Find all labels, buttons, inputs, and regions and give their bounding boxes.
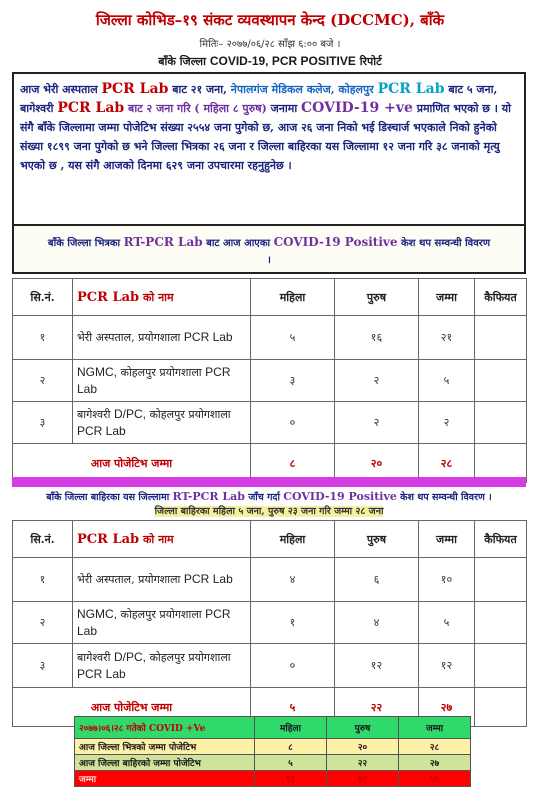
section2-heading-text: बाँके जिल्ला बाहिरका यस जिल्लामा bbox=[46, 492, 170, 503]
para-text: बाट २ जना गरि ( महिला ८ पुरुष) bbox=[128, 102, 267, 115]
col-sn: सि.नं. bbox=[13, 279, 73, 316]
lab-name-np: बागेश्वरी bbox=[77, 650, 111, 664]
total-remarks bbox=[475, 688, 527, 727]
row-male: ६ bbox=[335, 558, 419, 602]
col-total: जम्मा bbox=[419, 521, 475, 558]
total-male: २० bbox=[335, 444, 419, 483]
row-total: १२ bbox=[419, 644, 475, 688]
lab-name-en: PCR Lab bbox=[77, 606, 231, 638]
col-lab-name bbox=[73, 521, 251, 558]
row-lab-name bbox=[73, 402, 251, 444]
summary-header-row bbox=[75, 717, 471, 739]
section1-heading-text: बाट आज आएका bbox=[206, 238, 271, 249]
row-remarks bbox=[475, 644, 527, 688]
row-sn: ३ bbox=[13, 402, 73, 444]
row-sn: १ bbox=[13, 316, 73, 360]
section2-heading-lab: RT-PCR Lab bbox=[172, 490, 245, 503]
lab-table-outside bbox=[12, 520, 527, 727]
para-covid: COVID-19 +ve bbox=[301, 100, 413, 116]
col-male: पुरुष bbox=[335, 521, 419, 558]
col-lab-name bbox=[73, 279, 251, 316]
summary-row-total: ५५ bbox=[399, 771, 471, 787]
row-lab-name bbox=[73, 558, 251, 602]
table-row bbox=[13, 558, 527, 602]
section-divider bbox=[12, 477, 526, 487]
row-lab-name bbox=[73, 360, 251, 402]
para-text: नेपालगंज मेडिकल कलेज, कोहलपुर bbox=[230, 83, 374, 96]
row-lab-name bbox=[73, 316, 251, 360]
row-female: ५ bbox=[251, 316, 335, 360]
row-male: २ bbox=[335, 360, 419, 402]
row-female: ० bbox=[251, 402, 335, 444]
summary-table bbox=[74, 716, 471, 787]
col-female: महिला bbox=[251, 279, 335, 316]
table-row bbox=[13, 602, 527, 644]
summary-row-female: ५ bbox=[255, 755, 327, 771]
summary-total-row bbox=[75, 771, 471, 787]
row-sn: १ bbox=[13, 558, 73, 602]
lab-name-np: कोहलपुर प्रयोगशाला bbox=[149, 650, 231, 664]
summary-row-label: जम्मा bbox=[75, 771, 255, 787]
total-total: २८ bbox=[419, 444, 475, 483]
col-remarks: कैफियत bbox=[475, 279, 527, 316]
summary-row-total: २८ bbox=[399, 739, 471, 755]
summary-row-label: आज जिल्ला भित्रको जम्मा पोजेटिभ bbox=[75, 739, 255, 755]
lab-name-en: D/PC, bbox=[113, 406, 146, 421]
row-total: ५ bbox=[419, 602, 475, 644]
summary-header-label: २०७७।०६।२८ गतेको COVID +Ve bbox=[75, 717, 255, 739]
section1-heading-text: बाँके जिल्ला भित्रका bbox=[47, 238, 121, 249]
total-label: आज पोजेटिभ जम्मा bbox=[13, 444, 251, 483]
table-header-row bbox=[13, 279, 527, 316]
row-sn: ३ bbox=[13, 644, 73, 688]
lab-name-np: कोहलपुर प्रयोगशाला bbox=[149, 407, 231, 421]
para-text: प्रमाणित भएको छ । यो संगै बाँके जिल्लामा जम्मा पोजेटिभ संख्या २५५४ जना पुगेको छ, आज २६ जना निको भई डिस्चार्ज भएकाले निको हुनेको संख्या १८९९ जना पुगेको छ भने जिल्ला भित्रका २६ जना र जिल्ला बाहिरका यस जिल्लामा १२ जना गरि ३८ जनाको मृत्यु भएको छ , यस संगै आजको दिनमा ६२९ जना उपचारमा रहनुहुनेछ । bbox=[20, 102, 512, 172]
para-text: जनामा bbox=[270, 102, 298, 115]
lab-name-en: Lab bbox=[212, 572, 233, 586]
section2-heading bbox=[12, 490, 526, 520]
summary-row bbox=[75, 755, 471, 771]
para-lab: PCR Lab bbox=[101, 81, 169, 97]
para-text: आज भेरी अस्पताल bbox=[20, 83, 98, 96]
section1-heading-covid: COVID-19 Positive bbox=[273, 235, 398, 249]
section1-heading bbox=[12, 226, 526, 274]
lab-name-en: PCR Lab bbox=[77, 666, 126, 681]
total-label: आज पोजेटिभ जम्मा bbox=[13, 688, 251, 727]
report-date: मितिः– २०७७/०६/२८ साँझ ६:०० बजे । bbox=[199, 39, 341, 50]
row-male: २ bbox=[335, 402, 419, 444]
row-male: १२ bbox=[335, 644, 419, 688]
subtitle-main: COVID-19, PCR POSITIVE bbox=[209, 54, 356, 68]
row-female: ० bbox=[251, 644, 335, 688]
table-header-row bbox=[13, 521, 527, 558]
row-sn: २ bbox=[13, 360, 73, 402]
summary-row-female: १३ bbox=[255, 771, 327, 787]
total-total: २७ bbox=[419, 688, 475, 727]
row-female: १ bbox=[251, 602, 335, 644]
subtitle-prefix: बाँके जिल्ला bbox=[158, 55, 206, 68]
section1-heading-text: केश थप सम्वन्धी विवरण bbox=[401, 238, 491, 249]
col-total: जम्मा bbox=[419, 279, 475, 316]
lab-name-np: बागेश्वरी bbox=[77, 407, 111, 421]
section1-heading-lab: RT-PCR Lab bbox=[123, 235, 203, 249]
lab-name-en: D/PC, bbox=[113, 649, 146, 664]
row-remarks bbox=[475, 360, 527, 402]
col-remarks: कैफियत bbox=[475, 521, 527, 558]
col-sn: सि.नं. bbox=[13, 521, 73, 558]
summary-row-male: २० bbox=[327, 739, 399, 755]
section2-heading-covid: COVID-19 Positive bbox=[283, 490, 397, 503]
row-total: २१ bbox=[419, 316, 475, 360]
col-lab: PCR Lab bbox=[77, 531, 140, 547]
para-lab: PCR Lab bbox=[377, 81, 445, 97]
row-remarks bbox=[475, 402, 527, 444]
col-female: महिला bbox=[251, 521, 335, 558]
lab-name-np: कोहलपुर प्रयोगशाला bbox=[120, 607, 202, 621]
row-lab-name bbox=[73, 602, 251, 644]
section2-heading-text: जाँच गर्दा bbox=[248, 492, 280, 503]
row-total: १० bbox=[419, 558, 475, 602]
row-remarks bbox=[475, 316, 527, 360]
row-male: ४ bbox=[335, 602, 419, 644]
summary-row-label: आज जिल्ला बाहिरको जम्मा पोजेटिभ bbox=[75, 755, 255, 771]
summary-paragraph bbox=[12, 72, 526, 226]
para-text: बाट २१ जना, bbox=[172, 83, 227, 96]
table-row bbox=[13, 644, 527, 688]
lab-name-np: भेरी अस्पताल, प्रयोगशाला bbox=[77, 573, 181, 586]
summary-col-male: पुरुष bbox=[327, 717, 399, 739]
table-row bbox=[13, 316, 527, 360]
row-remarks bbox=[475, 602, 527, 644]
lab-name-en: PCR Lab bbox=[77, 423, 126, 438]
col-lab-suffix: को नाम bbox=[142, 290, 174, 304]
lab-name-en: PCR Lab bbox=[183, 330, 233, 344]
row-total: २ bbox=[419, 402, 475, 444]
table-row bbox=[13, 360, 527, 402]
section1-heading-end: । bbox=[267, 255, 271, 266]
row-female: ४ bbox=[251, 558, 335, 602]
para-lab: PCR Lab bbox=[57, 100, 125, 116]
row-female: ३ bbox=[251, 360, 335, 402]
total-female: ५ bbox=[251, 688, 335, 727]
row-remarks bbox=[475, 558, 527, 602]
summary-col-total: जम्मा bbox=[399, 717, 471, 739]
table-row bbox=[13, 402, 527, 444]
lab-name-en: NGMC, bbox=[77, 364, 117, 379]
summary-row-female: ८ bbox=[255, 739, 327, 755]
summary-row-male: ४२ bbox=[327, 771, 399, 787]
total-male: २२ bbox=[335, 688, 419, 727]
lab-name-np: कोहलपुर प्रयोगशाला bbox=[120, 365, 202, 379]
total-female: ८ bbox=[251, 444, 335, 483]
lab-name-en: NGMC, bbox=[77, 606, 117, 621]
lab-name-en: PCR Lab bbox=[77, 364, 231, 396]
summary-row bbox=[75, 739, 471, 755]
col-lab-suffix: को नाम bbox=[142, 532, 174, 546]
row-lab-name bbox=[73, 644, 251, 688]
section2-heading-text: केश थप सम्वन्धी विवरण । bbox=[400, 492, 492, 503]
row-total: ५ bbox=[419, 360, 475, 402]
summary-col-female: महिला bbox=[255, 717, 327, 739]
report-subtitle bbox=[0, 54, 540, 69]
col-lab: PCR Lab bbox=[77, 289, 140, 305]
para-text: बाट ५ जना, बागेश्वरी bbox=[20, 83, 498, 115]
summary-row-male: २२ bbox=[327, 755, 399, 771]
col-male: पुरुष bbox=[335, 279, 419, 316]
row-male: १६ bbox=[335, 316, 419, 360]
row-sn: २ bbox=[13, 602, 73, 644]
report-title: जिल्ला कोभिड–१९ संकट व्यवस्थापन केन्द (DCCMC), बाँके bbox=[95, 11, 445, 29]
section2-subline: जिल्ला बाहिरका महिला ५ जना, पुरुष २३ जना गरि जम्मा २८ जना bbox=[154, 506, 384, 517]
lab-name-en: PCR bbox=[183, 572, 210, 586]
lab-name-np: भेरी अस्पताल, प्रयोगशाला bbox=[77, 331, 181, 344]
subtitle-suffix: रिपोर्ट bbox=[359, 55, 382, 68]
lab-table-inside bbox=[12, 278, 527, 483]
summary-row-total: २७ bbox=[399, 755, 471, 771]
